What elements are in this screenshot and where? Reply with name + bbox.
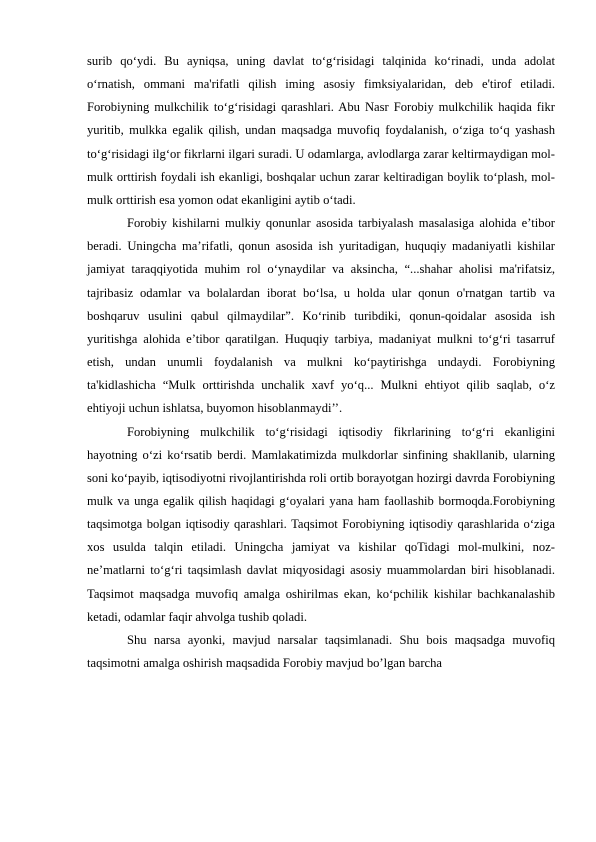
body-text xyxy=(87,50,555,675)
paragraph-3: Forobiyning mulkchilik to‘g‘risidagi iqtisodiy fikrlarining to‘g‘ri ekanligini hayotning o‘zi ko‘rsatib berdi. Mamlakatimizda mulkdorlar sinfining shakllanib, ularning soni ko‘payib, iqtisodiyotni rivojlantirishda roli ortib borayotgan hozirgi davrda Forobiyning mulk va unga egalik qilish haqidagi g‘oyalari yana ham faollashib bormoqda.Forobiyning taqsimotga bolgan iqtisodiy qarashlari. Taqsimot Forobiyning iqtisodiy qarashlarida o‘ziga xos usulda talqin etiladi. Uningcha jamiyat va kishilar qoTidagi mol-mulkini, noz-ne’matlarni to‘g‘ri taqsimlash davlat miqyosidagi asosiy muammolardan biri hisoblanadi. Taqsimot maqsadga muvofiq amalga oshirilmas ekan, ko‘pchilik kishilar bachkanalashib ketadi, odamlar faqir ahvolga tushib qoladi. xyxy=(87,424,555,624)
paragraph-4: Shu narsa ayonki, mavjud narsalar taqsimlanadi. Shu bois maqsadga muvofiq taqsimotni amalga oshirish maqsadida Forobiy mavjud bo’lgan barcha xyxy=(87,632,555,671)
paragraph-2: Forobiy kishilarni mulkiy qonunlar asosida tarbiyalash masalasiga alohida e’tibor beradi. Uningcha ma’rifatli, qonun asosida ish yuritadigan, huquqiy madaniyatli kishilar jamiyat taraqqiyotida muhim rol o‘ynaydilar va aksincha, “...shahar aholisi ma'rifatsiz, tajribasiz odamlar va bolalardan iborat bo‘lsa, u holda ular qonun o'rnatgan tartib va boshqaruv usulini qabul qilmaydilar”. Ko‘rinib turibdiki, qonun-qoidalar asosida ish yuritishga alohida e’tibor qaratilgan. Huquqiy tarbiya, madaniyat mulkni to‘g‘ri tasarruf etish, undan unumli foydalanish va mulkni ko‘paytirishga undaydi. Forobiyning ta'kidlashicha “Mulk orttirishda unchalik xavf yo‘q... Mulkni ehtiyot qilib saqlab, o‘z ehtiyoji uchun ishlatsa, buyomon hisoblanmaydi’’. xyxy=(87,216,555,416)
paragraph-1: surib qo‘ydi. Bu ayniqsa, uning davlat to‘g‘risidagi talqinida ko‘rinadi, unda adolat o‘rnatish, ommani ma'rifatli qilish iming asosiy fimksiyalaridan, deb e'tirof etiladi. Forobiyning mulkchilik to‘g‘risidagi qarashlari. Abu Nasr Forobiy mulkchilik haqida fikr yuritib, mulkka egalik qilish, undan maqsadga muvofiq foydalanish, o‘ziga to‘q yashash to‘g‘risidagi ilg‘or fikrlarni ilgari suradi. U odamlarga, avlodlarga zarar keltirmaydigan mol-mulk orttirish foydali ish ekanligi, boshqalar uchun zarar keltiradigan boylik to‘plash, mol-mulk orttirish esa yomon odat ekanligini aytib o‘tadi. xyxy=(87,54,555,207)
